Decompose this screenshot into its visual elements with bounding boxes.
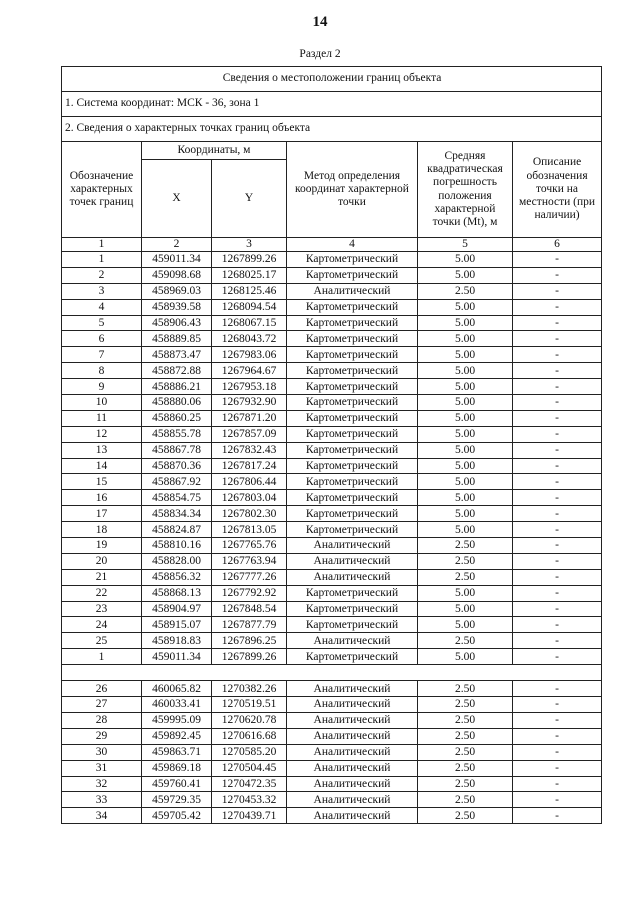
coord-y: 1267953.18 (212, 379, 287, 395)
table-row (62, 442, 602, 458)
coord-x: 458824.87 (142, 522, 212, 538)
table-row (62, 792, 602, 808)
description-cell: - (513, 410, 602, 426)
coord-y: 1270472.35 (212, 776, 287, 792)
table-row (62, 649, 602, 665)
error-cell: 2.50 (418, 633, 513, 649)
point-number: 1 (62, 252, 142, 268)
point-number: 19 (62, 538, 142, 554)
header-point-designation: Обозначение характерных точек границ (62, 142, 142, 238)
description-cell: - (513, 728, 602, 744)
column-number: 4 (287, 238, 418, 252)
point-number: 3 (62, 283, 142, 299)
method-cell: Картометрический (287, 379, 418, 395)
point-number: 16 (62, 490, 142, 506)
coord-x: 458868.13 (142, 585, 212, 601)
method-cell: Картометрический (287, 506, 418, 522)
table-row (62, 744, 602, 760)
method-cell: Аналитический (287, 681, 418, 697)
description-cell: - (513, 553, 602, 569)
coord-y: 1267871.20 (212, 410, 287, 426)
coord-x: 458915.07 (142, 617, 212, 633)
table-row (62, 697, 602, 713)
description-cell: - (513, 697, 602, 713)
coord-x: 458872.88 (142, 363, 212, 379)
coord-x: 458889.85 (142, 331, 212, 347)
table-row (62, 283, 602, 299)
point-number: 6 (62, 331, 142, 347)
coord-y: 1267857.09 (212, 426, 287, 442)
method-cell: Картометрический (287, 410, 418, 426)
table-row (62, 712, 602, 728)
point-number: 29 (62, 728, 142, 744)
coord-x: 458810.16 (142, 538, 212, 554)
table-row (62, 410, 602, 426)
table-row (62, 490, 602, 506)
point-number: 28 (62, 712, 142, 728)
coordinate-system: 1. Система координат: МСК - 36, зона 1 (62, 92, 602, 117)
coord-x: 460033.41 (142, 697, 212, 713)
table-row (62, 267, 602, 283)
error-cell: 5.00 (418, 395, 513, 411)
method-cell: Аналитический (287, 728, 418, 744)
column-number: 5 (418, 238, 513, 252)
coord-x: 458918.83 (142, 633, 212, 649)
description-cell: - (513, 712, 602, 728)
error-cell: 2.50 (418, 744, 513, 760)
table-row (62, 379, 602, 395)
coord-y: 1267777.26 (212, 569, 287, 585)
description-cell: - (513, 331, 602, 347)
coord-y: 1268025.17 (212, 267, 287, 283)
coord-y: 1267813.05 (212, 522, 287, 538)
method-cell: Картометрический (287, 585, 418, 601)
point-number: 14 (62, 458, 142, 474)
error-cell: 2.50 (418, 808, 513, 824)
table-row (62, 315, 602, 331)
table-row (62, 474, 602, 490)
table-row (62, 347, 602, 363)
description-cell: - (513, 379, 602, 395)
error-cell: 5.00 (418, 601, 513, 617)
coord-y: 1268043.72 (212, 331, 287, 347)
coord-x: 459729.35 (142, 792, 212, 808)
error-cell: 2.50 (418, 569, 513, 585)
point-number: 9 (62, 379, 142, 395)
description-cell: - (513, 744, 602, 760)
method-cell: Картометрический (287, 601, 418, 617)
method-cell: Аналитический (287, 633, 418, 649)
coord-x: 458906.43 (142, 315, 212, 331)
table-row (62, 633, 602, 649)
coord-x: 459995.09 (142, 712, 212, 728)
error-cell: 5.00 (418, 490, 513, 506)
description-cell: - (513, 538, 602, 554)
coord-x: 458867.92 (142, 474, 212, 490)
description-cell: - (513, 252, 602, 268)
coord-y: 1267792.92 (212, 585, 287, 601)
coord-x: 458939.58 (142, 299, 212, 315)
header-y: Y (212, 160, 287, 238)
column-number: 6 (513, 238, 602, 252)
coord-x: 458904.97 (142, 601, 212, 617)
coord-y: 1268094.54 (212, 299, 287, 315)
coord-x: 459892.45 (142, 728, 212, 744)
coord-x: 458886.21 (142, 379, 212, 395)
coord-y: 1270616.68 (212, 728, 287, 744)
coord-y: 1268067.15 (212, 315, 287, 331)
error-cell: 5.00 (418, 506, 513, 522)
table-row (62, 522, 602, 538)
blank-separator-row (62, 665, 602, 681)
coord-y: 1267802.30 (212, 506, 287, 522)
description-cell: - (513, 649, 602, 665)
description-cell: - (513, 633, 602, 649)
point-number: 13 (62, 442, 142, 458)
coord-y: 1267983.06 (212, 347, 287, 363)
page-number: 14 (312, 14, 328, 30)
coord-y: 1270453.32 (212, 792, 287, 808)
table-row (62, 760, 602, 776)
error-cell: 2.50 (418, 538, 513, 554)
method-cell: Картометрический (287, 442, 418, 458)
coord-x: 458855.78 (142, 426, 212, 442)
error-cell: 5.00 (418, 267, 513, 283)
error-cell: 5.00 (418, 585, 513, 601)
method-cell: Картометрический (287, 347, 418, 363)
error-cell: 5.00 (418, 474, 513, 490)
coord-x: 459760.41 (142, 776, 212, 792)
point-number: 25 (62, 633, 142, 649)
point-number: 23 (62, 601, 142, 617)
table-row (62, 553, 602, 569)
coord-y: 1267806.44 (212, 474, 287, 490)
description-cell: - (513, 776, 602, 792)
method-cell: Аналитический (287, 283, 418, 299)
coord-x: 459098.68 (142, 267, 212, 283)
table-row (62, 299, 602, 315)
error-cell: 2.50 (418, 792, 513, 808)
description-cell: - (513, 395, 602, 411)
method-cell: Аналитический (287, 760, 418, 776)
method-cell: Аналитический (287, 697, 418, 713)
coord-y: 1270504.45 (212, 760, 287, 776)
point-number: 10 (62, 395, 142, 411)
error-cell: 5.00 (418, 426, 513, 442)
error-cell: 2.50 (418, 760, 513, 776)
method-cell: Картометрический (287, 490, 418, 506)
error-cell: 5.00 (418, 315, 513, 331)
header-error: Средняя квадратическая погрешность положения характерной точки (Mt), м (418, 142, 513, 238)
error-cell: 2.50 (418, 712, 513, 728)
coord-y: 1270382.26 (212, 681, 287, 697)
point-number: 18 (62, 522, 142, 538)
point-number: 11 (62, 410, 142, 426)
method-cell: Аналитический (287, 553, 418, 569)
points-group-2 (62, 681, 602, 824)
description-cell: - (513, 474, 602, 490)
boundary-points-table (61, 66, 602, 824)
table-row (62, 252, 602, 268)
description-cell: - (513, 299, 602, 315)
coord-y: 1268125.46 (212, 283, 287, 299)
description-cell: - (513, 490, 602, 506)
method-cell: Аналитический (287, 776, 418, 792)
table-row (62, 585, 602, 601)
description-cell: - (513, 569, 602, 585)
point-number: 1 (62, 649, 142, 665)
method-cell: Аналитический (287, 712, 418, 728)
description-cell: - (513, 458, 602, 474)
points-group-1 (62, 252, 602, 665)
method-cell: Аналитический (287, 569, 418, 585)
point-number: 21 (62, 569, 142, 585)
error-cell: 5.00 (418, 442, 513, 458)
method-cell: Картометрический (287, 331, 418, 347)
point-number: 34 (62, 808, 142, 824)
coord-y: 1267877.79 (212, 617, 287, 633)
description-cell: - (513, 315, 602, 331)
header-coordinates: Координаты, м (142, 142, 287, 160)
description-cell: - (513, 760, 602, 776)
table-row (62, 458, 602, 474)
column-number: 1 (62, 238, 142, 252)
header-method: Метод определения координат характерной точки (287, 142, 418, 238)
method-cell: Картометрический (287, 617, 418, 633)
coord-y: 1267763.94 (212, 553, 287, 569)
coord-y: 1270439.71 (212, 808, 287, 824)
coord-y: 1267964.67 (212, 363, 287, 379)
point-number: 31 (62, 760, 142, 776)
table-row (62, 395, 602, 411)
coord-x: 458870.36 (142, 458, 212, 474)
method-cell: Картометрический (287, 299, 418, 315)
table-row (62, 681, 602, 697)
method-cell: Картометрический (287, 315, 418, 331)
column-number: 3 (212, 238, 287, 252)
description-cell: - (513, 585, 602, 601)
description-cell: - (513, 681, 602, 697)
error-cell: 2.50 (418, 697, 513, 713)
method-cell: Картометрический (287, 458, 418, 474)
coord-y: 1267899.26 (212, 252, 287, 268)
coord-x: 458854.75 (142, 490, 212, 506)
error-cell: 5.00 (418, 363, 513, 379)
method-cell: Аналитический (287, 538, 418, 554)
table-row (62, 506, 602, 522)
table-title: Сведения о местоположении границ объекта (62, 67, 602, 92)
error-cell: 2.50 (418, 283, 513, 299)
points-heading: 2. Сведения о характерных точках границ объекта (62, 117, 602, 142)
coord-y: 1270620.78 (212, 712, 287, 728)
error-cell: 5.00 (418, 347, 513, 363)
coord-x: 459705.42 (142, 808, 212, 824)
column-numbers-row (62, 238, 602, 252)
point-number: 4 (62, 299, 142, 315)
point-number: 32 (62, 776, 142, 792)
method-cell: Картометрический (287, 474, 418, 490)
coord-x: 458860.25 (142, 410, 212, 426)
table-row (62, 569, 602, 585)
method-cell: Картометрический (287, 395, 418, 411)
table-row (62, 363, 602, 379)
description-cell: - (513, 522, 602, 538)
error-cell: 5.00 (418, 331, 513, 347)
coord-y: 1270585.20 (212, 744, 287, 760)
coord-y: 1267896.25 (212, 633, 287, 649)
description-cell: - (513, 506, 602, 522)
coord-x: 459869.18 (142, 760, 212, 776)
error-cell: 2.50 (418, 681, 513, 697)
table-row (62, 728, 602, 744)
point-number: 15 (62, 474, 142, 490)
error-cell: 5.00 (418, 410, 513, 426)
point-number: 24 (62, 617, 142, 633)
point-number: 12 (62, 426, 142, 442)
description-cell: - (513, 283, 602, 299)
coord-y: 1267932.90 (212, 395, 287, 411)
method-cell: Картометрический (287, 649, 418, 665)
point-number: 27 (62, 697, 142, 713)
description-cell: - (513, 442, 602, 458)
coord-x: 460065.82 (142, 681, 212, 697)
description-cell: - (513, 792, 602, 808)
coord-x: 458873.47 (142, 347, 212, 363)
method-cell: Картометрический (287, 522, 418, 538)
description-cell: - (513, 267, 602, 283)
header-x: X (142, 160, 212, 238)
coord-y: 1267848.54 (212, 601, 287, 617)
description-cell: - (513, 617, 602, 633)
error-cell: 2.50 (418, 728, 513, 744)
point-number: 8 (62, 363, 142, 379)
point-number: 7 (62, 347, 142, 363)
description-cell: - (513, 601, 602, 617)
method-cell: Картометрический (287, 267, 418, 283)
error-cell: 5.00 (418, 649, 513, 665)
point-number: 20 (62, 553, 142, 569)
coord-x: 459011.34 (142, 252, 212, 268)
point-number: 5 (62, 315, 142, 331)
description-cell: - (513, 808, 602, 824)
table-row (62, 538, 602, 554)
table-row (62, 776, 602, 792)
table-row (62, 331, 602, 347)
section-label: Раздел 2 (299, 48, 341, 60)
description-cell: - (513, 426, 602, 442)
header-description: Описание обозначения точки на местности (при наличии) (513, 142, 602, 238)
error-cell: 5.00 (418, 299, 513, 315)
method-cell: Аналитический (287, 744, 418, 760)
coord-x: 459011.34 (142, 649, 212, 665)
coord-y: 1267817.24 (212, 458, 287, 474)
point-number: 30 (62, 744, 142, 760)
error-cell: 2.50 (418, 776, 513, 792)
coord-x: 458969.03 (142, 283, 212, 299)
error-cell: 2.50 (418, 553, 513, 569)
coord-x: 458880.06 (142, 395, 212, 411)
table-row (62, 426, 602, 442)
point-number: 33 (62, 792, 142, 808)
error-cell: 5.00 (418, 379, 513, 395)
coord-y: 1267803.04 (212, 490, 287, 506)
point-number: 22 (62, 585, 142, 601)
coord-x: 458828.00 (142, 553, 212, 569)
method-cell: Аналитический (287, 792, 418, 808)
error-cell: 5.00 (418, 252, 513, 268)
error-cell: 5.00 (418, 522, 513, 538)
table-row (62, 601, 602, 617)
coord-y: 1267765.76 (212, 538, 287, 554)
coord-y: 1267899.26 (212, 649, 287, 665)
table-row (62, 617, 602, 633)
coord-y: 1270519.51 (212, 697, 287, 713)
table-row (62, 808, 602, 824)
method-cell: Картометрический (287, 426, 418, 442)
method-cell: Картометрический (287, 363, 418, 379)
coord-x: 458834.34 (142, 506, 212, 522)
point-number: 26 (62, 681, 142, 697)
method-cell: Картометрический (287, 252, 418, 268)
point-number: 2 (62, 267, 142, 283)
coord-y: 1267832.43 (212, 442, 287, 458)
column-number: 2 (142, 238, 212, 252)
coord-x: 458856.32 (142, 569, 212, 585)
description-cell: - (513, 347, 602, 363)
method-cell: Аналитический (287, 808, 418, 824)
error-cell: 5.00 (418, 617, 513, 633)
point-number: 17 (62, 506, 142, 522)
error-cell: 5.00 (418, 458, 513, 474)
coord-x: 459863.71 (142, 744, 212, 760)
description-cell: - (513, 363, 602, 379)
coord-x: 458867.78 (142, 442, 212, 458)
